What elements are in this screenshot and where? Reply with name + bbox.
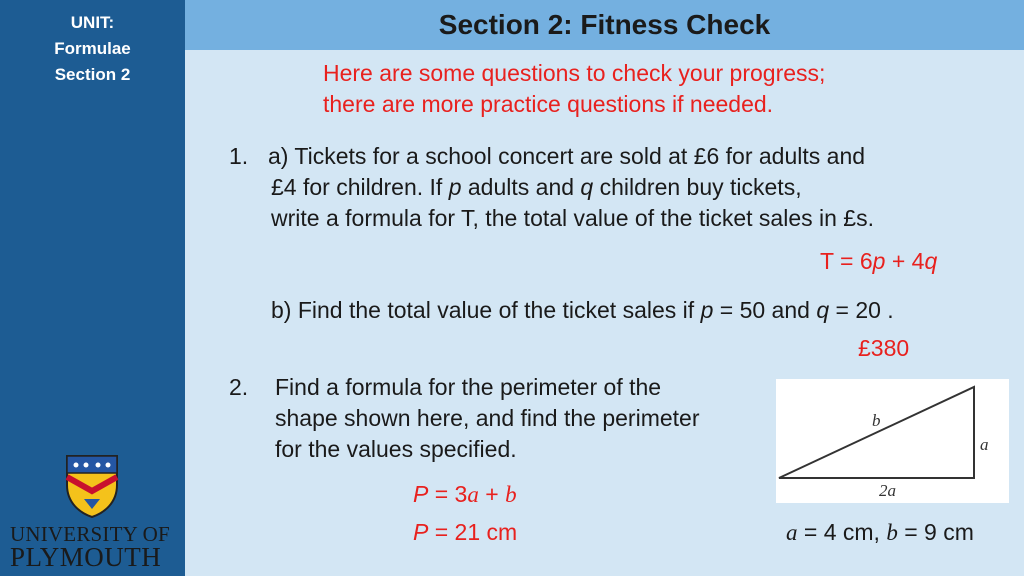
q2-formula-b: b [505,482,517,507]
q2-values-b: b [886,520,898,545]
logo-line-2: PLYMOUTH [10,542,162,572]
progress-note [323,58,825,120]
q1a-answer-mid: + 4 [885,248,925,274]
q1b-pre: b) Find the total value of the ticket sales if [271,297,701,323]
triangle-shape [779,387,974,478]
q2-formula-p: P [413,481,429,507]
q2-line-1: Find a formula for the perimeter of the [275,374,662,400]
triangle-label-a: a [980,435,989,454]
q1a-line-2-mid: adults and [461,174,581,200]
q2-values-b-rest: = 9 cm [897,519,974,545]
triangle-svg [776,379,1009,503]
sidebar [0,0,185,576]
q2-values-a-rest: = 4 cm, [797,519,887,545]
q1a-line-2 [271,174,802,201]
q1a-answer-q: q [924,248,938,274]
q1b-question [271,297,894,324]
q2-formula-eq: = 3 [428,481,468,507]
q1a-var-q: q [580,174,594,200]
q1b-mid: = 50 and [713,297,817,323]
q1a-answer [820,248,937,275]
q2-values [786,519,974,546]
q2-perimeter-answer [413,519,517,546]
q2-perimeter-p: P [413,519,429,545]
university-logo-text [10,524,178,570]
q1b-var-q: q [816,297,830,323]
q1b-post: = 20 . [829,297,894,323]
unit-line-3: Section 2 [54,65,131,84]
q2-perimeter-rest: = 21 cm [428,519,518,545]
q1b-var-p: p [700,297,714,323]
triangle-label-base: 2a [879,481,896,500]
q2-line-2: shape shown here, and find the perimeter [275,405,700,431]
unit-line-2: Formulae [54,39,131,58]
page-title: Section 2: Fitness Check [438,9,771,40]
unit-line-1: UNIT: [70,13,115,32]
q1a-answer-pre: T = 6 [820,248,873,274]
q1a-line-2-pre: £4 for children. If [271,174,449,200]
university-crest-icon [64,453,120,519]
logo-line-1: UNIVERSITY OF [10,522,170,546]
q2-formula-answer [413,481,517,508]
unit-label [0,10,185,88]
note-line-2: there are more practice questions if needed. [323,91,774,117]
q1a-line-1: a) Tickets for a school concert are sold at £6 for adults and [268,143,866,169]
q2-values-a: a [786,520,798,545]
q2-formula-a: a [467,482,479,507]
q2-formula-plus: + [478,481,506,507]
q2-number: 2. [229,374,249,400]
q1a-line-2-post: children buy tickets, [593,174,802,200]
note-line-1: Here are some questions to check your progress; [323,60,826,86]
q1-number: 1. [229,143,249,169]
q1a-line-3: write a formula for T, the total value of the ticket sales in £s. [271,205,874,231]
q1a-answer-p: p [872,248,886,274]
q1a-var-p: p [448,174,462,200]
triangle-label-b: b [872,411,881,430]
q2-line-3: for the values specified. [275,436,517,462]
q1b-answer: £380 [858,335,910,361]
triangle-diagram [776,379,1009,503]
